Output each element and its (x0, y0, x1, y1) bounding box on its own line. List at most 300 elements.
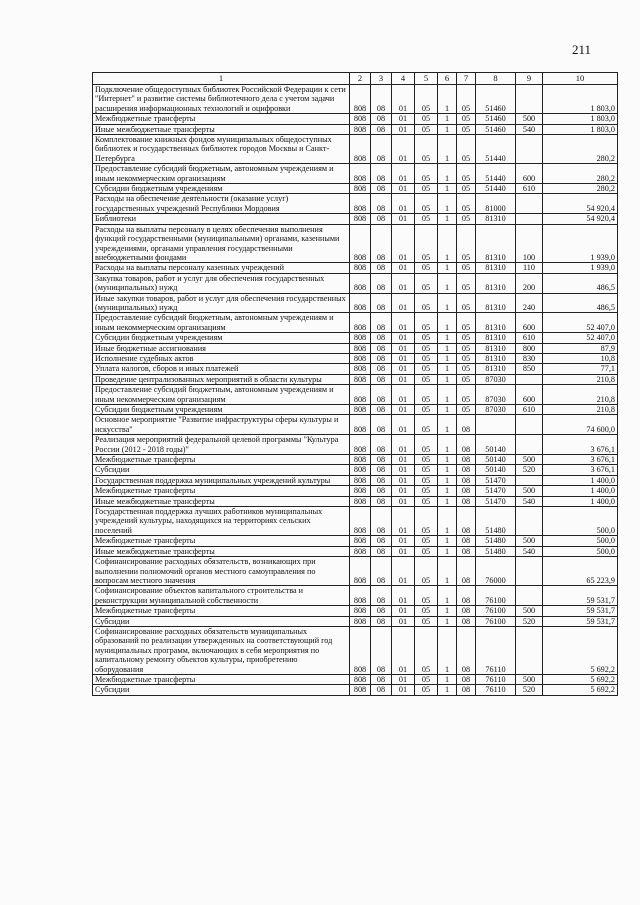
row-code-cell: 05 (415, 224, 438, 263)
row-code-cell: 01 (392, 385, 415, 405)
budget-table (92, 72, 618, 696)
row-code-cell: 540 (516, 546, 543, 556)
row-code-cell: 500 (516, 486, 543, 496)
row-code-cell: 01 (392, 674, 415, 684)
row-code-cell: 01 (392, 374, 415, 384)
row-code-cell: 520 (516, 465, 543, 475)
table-row (93, 536, 618, 546)
row-amount: 1 803,0 (543, 85, 618, 114)
row-code-cell: 50140 (476, 435, 516, 455)
row-code-cell: 05 (457, 194, 476, 214)
row-code-cell: 51440 (476, 164, 516, 184)
row-code-cell: 51440 (476, 184, 516, 194)
row-description: Субсидии (93, 616, 350, 626)
row-code-cell: 850 (516, 364, 543, 374)
column-header: 10 (543, 73, 618, 85)
table-row (93, 405, 618, 415)
row-code-cell: 76110 (476, 626, 516, 674)
row-code-cell: 01 (392, 616, 415, 626)
row-code-cell (516, 557, 543, 586)
row-description: Иные бюджетные ассигнования (93, 343, 350, 353)
row-code-cell: 01 (392, 405, 415, 415)
row-amount: 1 939,0 (543, 224, 618, 263)
row-code-cell: 500 (516, 674, 543, 684)
row-code-cell: 81000 (476, 194, 516, 214)
row-description: Межбюджетные трансферты (93, 486, 350, 496)
table-row (93, 496, 618, 506)
row-code-cell: 51440 (476, 135, 516, 164)
table-row (93, 85, 618, 114)
row-code-cell: 08 (371, 333, 392, 343)
page-number: 211 (572, 42, 592, 57)
row-amount: 1 803,0 (543, 124, 618, 134)
row-code-cell: 05 (457, 343, 476, 353)
row-description: Софинансирование объектов капитального строительства и реконструкции муниципальной собственности (93, 586, 350, 606)
row-code-cell: 05 (457, 374, 476, 384)
row-code-cell: 540 (516, 124, 543, 134)
row-code-cell: 08 (371, 313, 392, 333)
row-code-cell: 08 (371, 263, 392, 273)
row-code-cell: 08 (371, 486, 392, 496)
row-code-cell: 76100 (476, 616, 516, 626)
row-code-cell: 08 (371, 557, 392, 586)
row-code-cell: 05 (415, 616, 438, 626)
row-code-cell: 05 (415, 374, 438, 384)
row-code-cell: 51480 (476, 507, 516, 536)
row-amount: 3 676,1 (543, 435, 618, 455)
row-code-cell: 08 (371, 194, 392, 214)
row-code-cell: 01 (392, 455, 415, 465)
row-amount: 1 400,0 (543, 496, 618, 506)
row-description: Расходы на выплаты персоналу в целях обеспечения выполнения функций государственными (муниципальными) органами, казенными учреждениями, органами управления государственными внебюджетными фондами (93, 224, 350, 263)
table-row (93, 273, 618, 293)
row-code-cell: 01 (392, 343, 415, 353)
row-code-cell: 1 (438, 606, 457, 616)
row-description: Комплектование книжных фондов муниципальных общедоступных библиотек и государственных библиотек городов Москвы и Санкт-Петербурга (93, 135, 350, 164)
row-code-cell: 08 (457, 507, 476, 536)
row-code-cell: 76000 (476, 557, 516, 586)
row-code-cell: 808 (350, 85, 371, 114)
row-code-cell: 240 (516, 293, 543, 313)
row-code-cell: 1 (438, 405, 457, 415)
row-code-cell: 01 (392, 135, 415, 164)
row-code-cell: 808 (350, 475, 371, 485)
row-code-cell: 50140 (476, 455, 516, 465)
row-description: Субсидии бюджетным учреждениям (93, 405, 350, 415)
row-code-cell: 808 (350, 616, 371, 626)
table-row (93, 364, 618, 374)
row-description: Субсидии бюджетным учреждениям (93, 333, 350, 343)
row-code-cell: 1 (438, 374, 457, 384)
row-code-cell: 01 (392, 465, 415, 475)
row-code-cell: 08 (371, 465, 392, 475)
row-code-cell: 800 (516, 343, 543, 353)
row-code-cell: 1 (438, 353, 457, 363)
row-code-cell: 08 (457, 475, 476, 485)
table-row (93, 374, 618, 384)
row-code-cell: 01 (392, 546, 415, 556)
row-code-cell: 81310 (476, 353, 516, 363)
row-code-cell: 08 (457, 616, 476, 626)
row-code-cell: 808 (350, 606, 371, 616)
row-code-cell: 808 (350, 465, 371, 475)
table-row (93, 194, 618, 214)
row-code-cell: 87030 (476, 374, 516, 384)
column-header: 2 (350, 73, 371, 85)
row-code-cell: 08 (457, 496, 476, 506)
row-code-cell: 08 (371, 685, 392, 695)
row-code-cell: 1 (438, 496, 457, 506)
row-amount: 3 676,1 (543, 455, 618, 465)
table-row (93, 674, 618, 684)
row-code-cell (516, 374, 543, 384)
row-code-cell: 05 (457, 184, 476, 194)
row-code-cell: 87030 (476, 385, 516, 405)
row-code-cell: 01 (392, 194, 415, 214)
row-code-cell: 1 (438, 135, 457, 164)
row-code-cell: 540 (516, 496, 543, 506)
row-description: Иные межбюджетные трансферты (93, 546, 350, 556)
row-code-cell: 05 (415, 385, 438, 405)
row-code-cell: 05 (415, 313, 438, 333)
row-code-cell: 808 (350, 343, 371, 353)
row-code-cell: 01 (392, 626, 415, 674)
row-code-cell (516, 586, 543, 606)
row-description: Расходы на обеспечение деятельности (оказание услуг) государственных учреждений Республики Мордовия (93, 194, 350, 214)
row-code-cell: 1 (438, 685, 457, 695)
table-row (93, 475, 618, 485)
row-code-cell: 81310 (476, 343, 516, 353)
row-amount: 1 803,0 (543, 114, 618, 124)
row-code-cell: 600 (516, 313, 543, 333)
row-code-cell: 08 (371, 496, 392, 506)
row-code-cell: 08 (371, 536, 392, 546)
row-code-cell: 05 (415, 273, 438, 293)
row-code-cell: 808 (350, 194, 371, 214)
row-description: Реализация мероприятий федеральной целевой программы "Культура России (2012 - 2018 годы)" (93, 435, 350, 455)
table-row (93, 606, 618, 616)
row-code-cell: 100 (516, 224, 543, 263)
row-description: Межбюджетные трансферты (93, 606, 350, 616)
row-code-cell: 01 (392, 313, 415, 333)
row-code-cell: 808 (350, 415, 371, 435)
row-amount: 1 400,0 (543, 475, 618, 485)
row-code-cell: 1 (438, 626, 457, 674)
row-code-cell: 08 (371, 224, 392, 263)
row-code-cell: 01 (392, 475, 415, 485)
row-code-cell (516, 507, 543, 536)
row-code-cell (516, 626, 543, 674)
row-description: Закупка товаров, работ и услуг для обеспечения государственных (муниципальных) нужд (93, 273, 350, 293)
table-row (93, 455, 618, 465)
row-code-cell: 1 (438, 475, 457, 485)
row-amount: 486,5 (543, 273, 618, 293)
row-code-cell: 808 (350, 293, 371, 313)
row-code-cell: 1 (438, 364, 457, 374)
column-header: 1 (93, 73, 350, 85)
row-code-cell: 08 (457, 606, 476, 616)
row-code-cell: 1 (438, 124, 457, 134)
row-code-cell: 05 (457, 135, 476, 164)
row-code-cell: 1 (438, 455, 457, 465)
row-code-cell: 05 (415, 586, 438, 606)
row-amount: 65 223,9 (543, 557, 618, 586)
row-code-cell: 808 (350, 507, 371, 536)
row-description: Субсидии (93, 465, 350, 475)
row-code-cell: 808 (350, 374, 371, 384)
row-amount: 52 407,0 (543, 313, 618, 333)
row-code-cell: 808 (350, 455, 371, 465)
row-code-cell: 01 (392, 496, 415, 506)
row-code-cell: 05 (415, 353, 438, 363)
row-code-cell: 08 (371, 405, 392, 415)
row-code-cell: 05 (415, 486, 438, 496)
row-code-cell: 05 (457, 385, 476, 405)
row-code-cell: 08 (371, 507, 392, 536)
row-code-cell: 520 (516, 616, 543, 626)
row-amount: 210,8 (543, 385, 618, 405)
row-code-cell: 05 (415, 333, 438, 343)
row-code-cell: 01 (392, 263, 415, 273)
row-amount: 280,2 (543, 164, 618, 184)
row-code-cell: 200 (516, 273, 543, 293)
row-code-cell: 830 (516, 353, 543, 363)
row-code-cell: 01 (392, 114, 415, 124)
row-code-cell: 808 (350, 385, 371, 405)
row-code-cell: 808 (350, 184, 371, 194)
row-code-cell: 01 (392, 536, 415, 546)
row-code-cell: 76110 (476, 685, 516, 695)
row-code-cell: 51470 (476, 486, 516, 496)
row-description: Субсидии бюджетным учреждениям (93, 184, 350, 194)
row-code-cell: 1 (438, 486, 457, 496)
row-description: Основное мероприятие "Развитие инфраструктуры сферы культуры и искусства" (93, 415, 350, 435)
column-header: 7 (457, 73, 476, 85)
row-code-cell: 05 (457, 293, 476, 313)
row-amount: 280,2 (543, 184, 618, 194)
row-description: Софинансирование расходных обязательств, возникающих при выполнении полномочий органов местного самоуправления по вопросам местного значения (93, 557, 350, 586)
row-code-cell: 05 (457, 353, 476, 363)
row-code-cell (516, 435, 543, 455)
row-code-cell: 08 (371, 546, 392, 556)
row-code-cell: 05 (415, 626, 438, 674)
row-code-cell: 08 (371, 343, 392, 353)
row-code-cell: 08 (371, 293, 392, 313)
row-code-cell: 01 (392, 557, 415, 586)
row-code-cell: 08 (371, 415, 392, 435)
row-code-cell: 01 (392, 333, 415, 343)
row-code-cell: 808 (350, 263, 371, 273)
row-code-cell: 05 (457, 114, 476, 124)
row-code-cell: 81310 (476, 313, 516, 333)
row-code-cell: 05 (415, 674, 438, 684)
row-code-cell: 01 (392, 124, 415, 134)
row-code-cell: 87030 (476, 405, 516, 415)
row-code-cell: 1 (438, 674, 457, 684)
table-row (93, 685, 618, 695)
row-code-cell: 808 (350, 557, 371, 586)
row-code-cell: 1 (438, 536, 457, 546)
row-code-cell: 08 (371, 435, 392, 455)
row-amount: 54 920,4 (543, 194, 618, 214)
table-row (93, 586, 618, 606)
row-description: Предоставление субсидий бюджетным, автономным учреждениям и иным некоммерческим организациям (93, 164, 350, 184)
row-code-cell: 05 (415, 184, 438, 194)
row-code-cell: 08 (371, 586, 392, 606)
row-code-cell: 08 (371, 353, 392, 363)
row-code-cell: 1 (438, 273, 457, 293)
row-code-cell: 01 (392, 184, 415, 194)
row-code-cell: 1 (438, 343, 457, 353)
row-code-cell: 05 (415, 496, 438, 506)
row-amount: 210,8 (543, 405, 618, 415)
row-code-cell: 08 (457, 536, 476, 546)
table-row (93, 124, 618, 134)
row-code-cell: 01 (392, 353, 415, 363)
row-amount: 500,0 (543, 546, 618, 556)
row-amount: 77,1 (543, 364, 618, 374)
row-code-cell: 610 (516, 184, 543, 194)
row-code-cell: 51470 (476, 496, 516, 506)
row-code-cell: 08 (371, 385, 392, 405)
row-code-cell: 05 (415, 343, 438, 353)
row-description: Межбюджетные трансферты (93, 114, 350, 124)
row-amount: 59 531,7 (543, 586, 618, 606)
row-code-cell: 1 (438, 385, 457, 405)
row-code-cell: 05 (457, 333, 476, 343)
row-code-cell: 610 (516, 333, 543, 343)
row-code-cell: 1 (438, 586, 457, 606)
row-code-cell: 1 (438, 465, 457, 475)
row-code-cell: 808 (350, 486, 371, 496)
row-code-cell: 808 (350, 124, 371, 134)
row-code-cell: 50140 (476, 465, 516, 475)
table-row (93, 353, 618, 363)
row-description: Библиотеки (93, 214, 350, 224)
row-description: Предоставление субсидий бюджетным, автономным учреждениям и иным некоммерческим организациям (93, 385, 350, 405)
row-code-cell (516, 214, 543, 224)
row-code-cell: 1 (438, 507, 457, 536)
row-code-cell: 51470 (476, 475, 516, 485)
row-code-cell: 08 (457, 455, 476, 465)
row-code-cell: 808 (350, 536, 371, 546)
row-code-cell: 500 (516, 606, 543, 616)
row-code-cell: 08 (457, 435, 476, 455)
row-code-cell: 05 (457, 364, 476, 374)
row-code-cell: 1 (438, 293, 457, 313)
row-code-cell: 808 (350, 435, 371, 455)
row-code-cell: 05 (415, 214, 438, 224)
table-row (93, 313, 618, 333)
row-code-cell: 808 (350, 224, 371, 263)
table-header-row (93, 73, 618, 85)
row-code-cell: 05 (415, 606, 438, 616)
row-description: Софинансирование расходных обязательств муниципальных образований по реализации утвержденных на соответствующий год муниципальных программ, включающих в себя мероприятия по капитальному ремонту объектов культуры, приобретению оборудования (93, 626, 350, 674)
column-header: 6 (438, 73, 457, 85)
row-code-cell: 01 (392, 586, 415, 606)
row-code-cell: 01 (392, 214, 415, 224)
row-code-cell: 1 (438, 194, 457, 214)
row-code-cell: 05 (415, 194, 438, 214)
row-code-cell: 808 (350, 333, 371, 343)
row-code-cell: 05 (415, 293, 438, 313)
row-code-cell: 05 (415, 546, 438, 556)
table-row (93, 224, 618, 263)
row-code-cell: 08 (371, 616, 392, 626)
row-code-cell: 05 (415, 405, 438, 415)
row-code-cell: 08 (371, 273, 392, 293)
table-row (93, 415, 618, 435)
row-code-cell: 1 (438, 333, 457, 343)
row-code-cell: 05 (415, 124, 438, 134)
row-code-cell: 808 (350, 405, 371, 415)
row-code-cell: 01 (392, 435, 415, 455)
row-code-cell: 05 (457, 85, 476, 114)
row-code-cell: 51480 (476, 536, 516, 546)
row-code-cell: 500 (516, 536, 543, 546)
row-code-cell: 500 (516, 114, 543, 124)
table-row (93, 385, 618, 405)
row-code-cell: 1 (438, 224, 457, 263)
row-code-cell: 05 (457, 164, 476, 184)
row-code-cell: 808 (350, 214, 371, 224)
row-code-cell: 01 (392, 507, 415, 536)
row-code-cell: 08 (371, 475, 392, 485)
row-code-cell: 08 (371, 164, 392, 184)
row-amount: 486,5 (543, 293, 618, 313)
row-code-cell: 81310 (476, 224, 516, 263)
row-code-cell: 1 (438, 164, 457, 184)
row-code-cell: 05 (457, 214, 476, 224)
row-code-cell: 05 (415, 557, 438, 586)
row-code-cell: 1 (438, 85, 457, 114)
row-description: Иные закупки товаров, работ и услуг для обеспечения государственных (муниципальных) нужд (93, 293, 350, 313)
row-code-cell: 08 (457, 546, 476, 556)
row-amount: 52 407,0 (543, 333, 618, 343)
row-code-cell: 05 (415, 455, 438, 465)
row-amount: 74 600,0 (543, 415, 618, 435)
row-code-cell: 76110 (476, 674, 516, 684)
row-code-cell: 08 (371, 214, 392, 224)
row-description: Государственная поддержка муниципальных учреждений культуры (93, 475, 350, 485)
row-code-cell: 05 (415, 85, 438, 114)
row-description: Межбюджетные трансферты (93, 455, 350, 465)
row-code-cell: 05 (457, 313, 476, 333)
row-code-cell: 08 (371, 124, 392, 134)
row-code-cell: 51460 (476, 114, 516, 124)
row-code-cell: 08 (371, 674, 392, 684)
row-code-cell: 05 (415, 465, 438, 475)
row-amount: 3 676,1 (543, 465, 618, 475)
row-code-cell: 808 (350, 586, 371, 606)
table-row (93, 164, 618, 184)
row-code-cell: 01 (392, 164, 415, 184)
row-code-cell: 76100 (476, 586, 516, 606)
row-code-cell: 808 (350, 496, 371, 506)
row-code-cell: 600 (516, 164, 543, 184)
row-code-cell: 81310 (476, 333, 516, 343)
row-code-cell: 808 (350, 313, 371, 333)
row-code-cell: 01 (392, 364, 415, 374)
row-code-cell: 808 (350, 626, 371, 674)
row-code-cell: 808 (350, 546, 371, 556)
table-row (93, 546, 618, 556)
table-row (93, 465, 618, 475)
row-description: Расходы на выплаты персоналу казенных учреждений (93, 263, 350, 273)
row-amount: 5 692,2 (543, 674, 618, 684)
row-code-cell: 08 (371, 85, 392, 114)
row-code-cell: 01 (392, 685, 415, 695)
